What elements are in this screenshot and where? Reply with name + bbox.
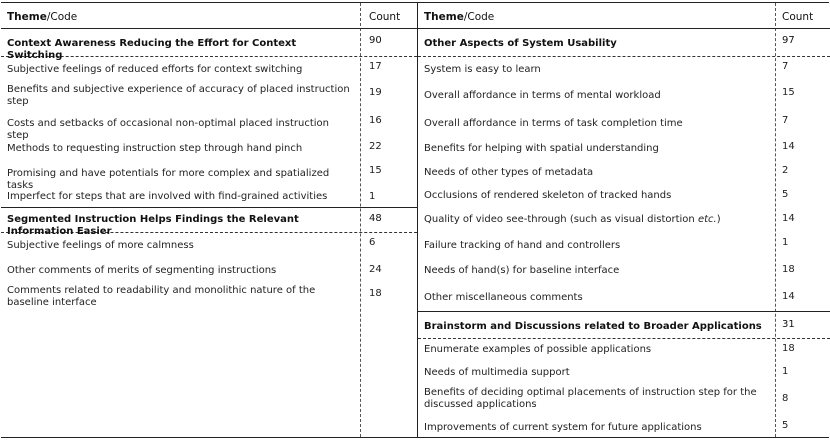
code-label: Needs of other types of metadata: [424, 167, 594, 178]
qualitative-coding-table: [1, 2, 829, 438]
code-row: [418, 83, 830, 111]
left-table-half: [1, 3, 417, 437]
code-count: 18: [782, 343, 795, 354]
code-label: Improvements of current system for future applications: [424, 422, 702, 433]
count-header: Count: [782, 11, 814, 23]
code-label: Benefits and subjective experience of accuracy of placed instruction step: [7, 84, 350, 107]
code-count: 7: [782, 61, 789, 72]
code-row: [1, 161, 417, 191]
theme-row: [418, 311, 830, 339]
code-row: [418, 417, 830, 437]
code-label: Enumerate examples of possible applications: [424, 344, 652, 355]
code-count: 8: [782, 393, 789, 404]
code-count: 2: [782, 165, 789, 176]
theme-label: Brainstorm and Discussions related to Broader Applications: [424, 321, 762, 332]
code-label: Benefits of deciding optimal placements of instruction step for the discussed applications: [424, 387, 757, 410]
code-label: Failure tracking of hand and controllers: [424, 240, 621, 251]
theme-label: Other Aspects of System Usability: [424, 38, 617, 49]
code-count: 5: [782, 189, 789, 200]
code-row: [418, 111, 830, 137]
theme-row: [418, 29, 830, 57]
code-count: 17: [369, 61, 382, 72]
code-label: Overall affordance in terms of task completion time: [424, 118, 683, 129]
code-count: 15: [782, 87, 795, 98]
code-row: [418, 161, 830, 185]
code-count: 18: [782, 264, 795, 275]
theme-code-header: Theme/Code: [424, 11, 495, 23]
code-label: Comments related to readability and monolithic nature of the baseline interface: [7, 285, 316, 308]
count-header: Count: [369, 11, 401, 23]
code-row: [1, 111, 417, 141]
code-row: [1, 187, 417, 207]
code-label: System is easy to learn: [424, 64, 541, 75]
code-label: Needs of multimedia support: [424, 367, 570, 378]
code-label: Imperfect for steps that are involved with find-grained activities: [7, 191, 328, 202]
code-row: [418, 283, 830, 311]
code-count: 1: [782, 237, 789, 248]
code-row: [418, 233, 830, 257]
code-count: 1: [369, 191, 376, 202]
code-label: Costs and setbacks of occasional non-optimal placed instruction step: [7, 118, 329, 141]
code-count: 16: [369, 115, 382, 126]
code-row: [1, 81, 417, 111]
code-row: [1, 233, 417, 257]
code-count: 1: [782, 366, 789, 377]
code-count: 15: [369, 165, 382, 176]
code-count: 18: [369, 288, 382, 299]
code-row: [1, 137, 417, 161]
code-label: Benefits for helping with spatial understanding: [424, 143, 659, 154]
theme-row: [1, 29, 417, 61]
theme-count: 31: [782, 319, 795, 330]
code-label: Quality of video see-through (such as visual distortion etc.): [424, 214, 721, 225]
code-label: Promising and have potentials for more complex and spatialized tasks: [7, 168, 330, 191]
code-count: 24: [369, 264, 382, 275]
theme-count: 97: [782, 35, 795, 46]
code-row: [418, 339, 830, 361]
code-label: Occlusions of rendered skeleton of tracked hands: [424, 190, 672, 201]
theme-label: Context Awareness Reducing the Effort for Context Switching: [7, 38, 297, 61]
header-row: [418, 3, 830, 29]
code-count: 19: [369, 87, 382, 98]
code-label: Subjective feelings of more calmness: [7, 240, 194, 251]
right-table-half: [417, 3, 830, 437]
code-label: Other miscellaneous comments: [424, 292, 583, 303]
code-label: Overall affordance in terms of mental workload: [424, 90, 661, 101]
code-count: 14: [782, 213, 795, 224]
theme-code-header: Theme/Code: [7, 11, 78, 23]
code-row: [1, 281, 417, 311]
code-row: [1, 257, 417, 281]
code-row: [418, 57, 830, 83]
code-row: [1, 57, 417, 81]
theme-label: Segmented Instruction Helps Findings the Relevant Information Easier: [7, 214, 299, 237]
code-count: 22: [369, 141, 382, 152]
code-count: 14: [782, 141, 795, 152]
code-row: [418, 185, 830, 209]
code-label: Needs of hand(s) for baseline interface: [424, 265, 620, 276]
code-row: [418, 209, 830, 233]
code-label: Other comments of merits of segmenting instructions: [7, 265, 277, 276]
code-label: Subjective feelings of reduced efforts for context switching: [7, 64, 303, 75]
code-row: [418, 257, 830, 283]
theme-count: 90: [369, 35, 382, 46]
header-row: [1, 3, 417, 29]
code-row: [418, 137, 830, 161]
code-count: 6: [369, 237, 376, 248]
code-row: [418, 383, 830, 417]
code-count: 7: [782, 115, 789, 126]
theme-row: [1, 207, 417, 237]
code-row: [418, 361, 830, 383]
code-count: 14: [782, 291, 795, 302]
theme-count: 48: [369, 213, 382, 224]
code-count: 5: [782, 420, 789, 431]
code-label: Methods to requesting instruction step through hand pinch: [7, 143, 303, 154]
